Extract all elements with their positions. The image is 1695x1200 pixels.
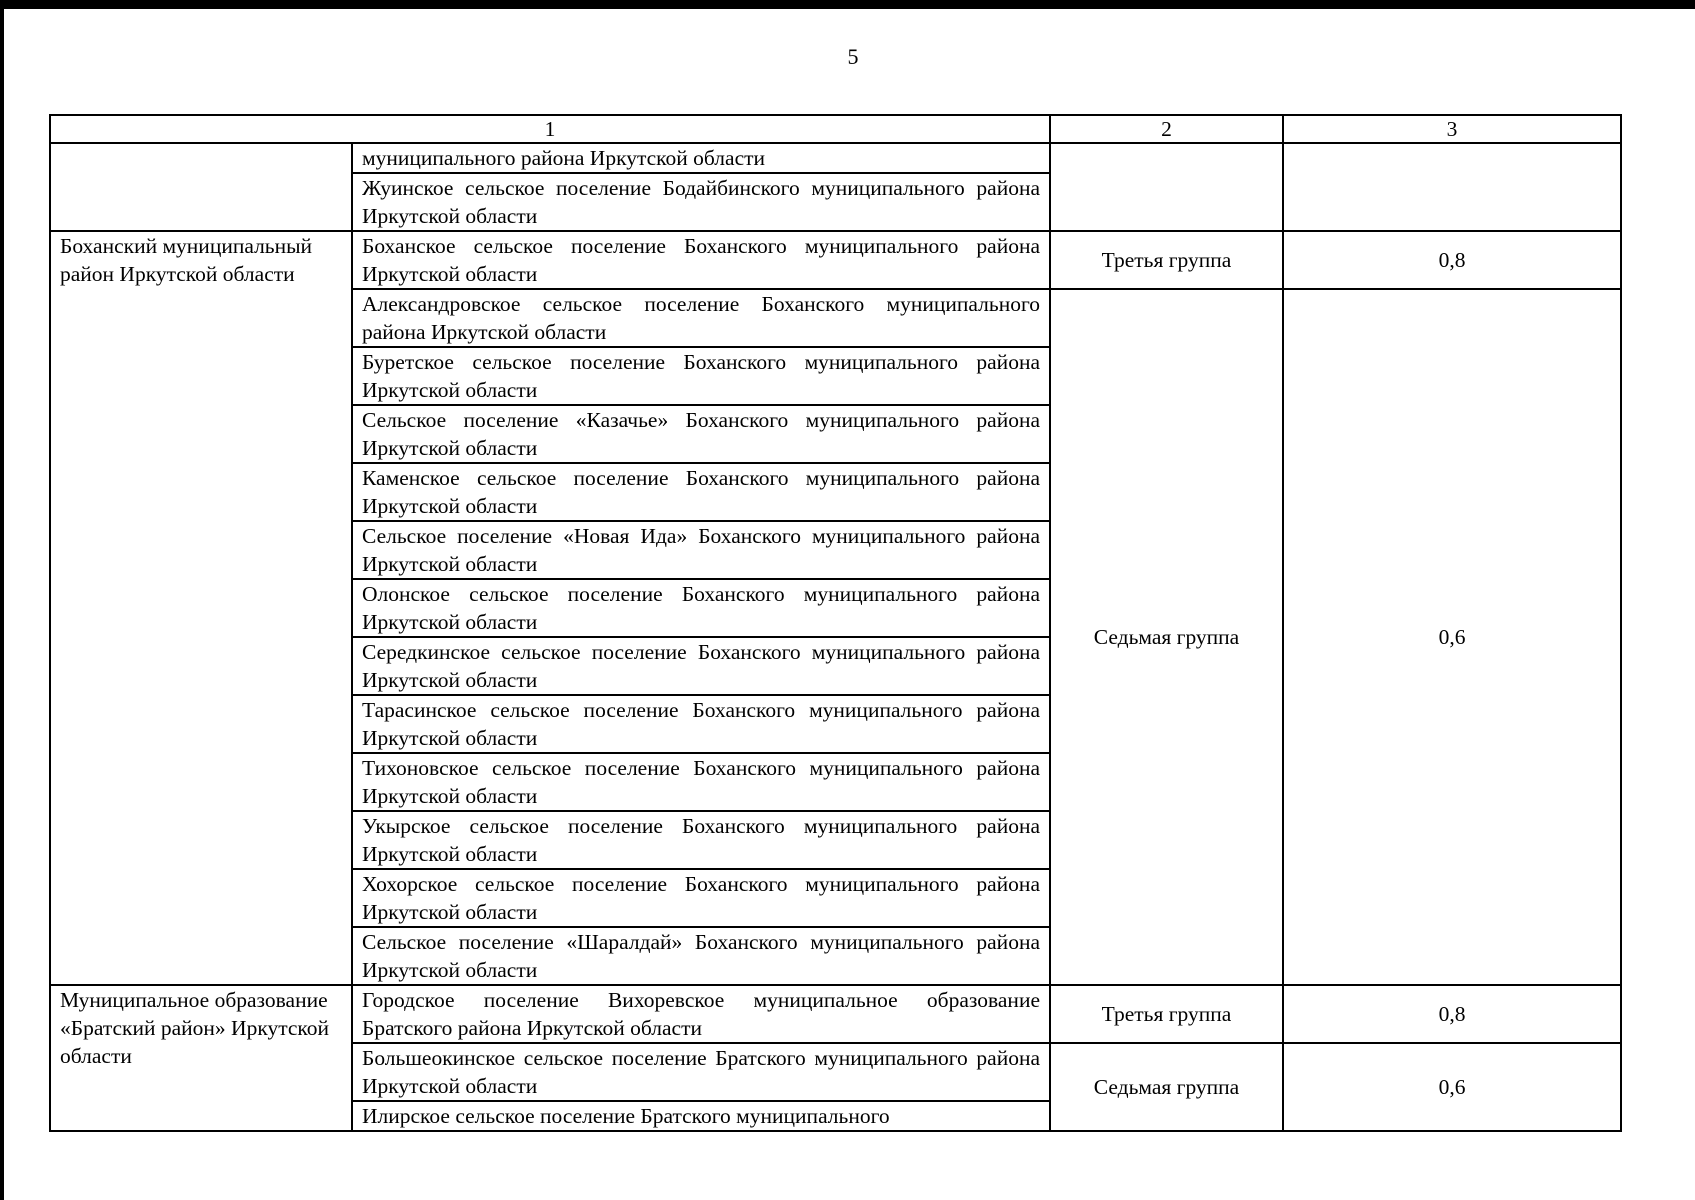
settlement-cell: Середкинское сельское поселение Боханского муниципального района Иркутской области (352, 637, 1050, 695)
settlement-cell: Тарасинское сельское поселение Боханского муниципального района Иркутской области (352, 695, 1050, 753)
district-cell: Муниципальное образование «Братский район» Иркутской области (50, 985, 352, 1131)
group-cell (1050, 143, 1283, 231)
table-row (50, 985, 1621, 1043)
table-header-row (50, 115, 1621, 143)
table-row (50, 231, 1621, 289)
district-cell: Боханский муниципальный район Иркутской области (50, 231, 352, 985)
group-cell: Седьмая группа (1050, 289, 1283, 985)
table-row (50, 143, 1621, 173)
allocation-table (49, 114, 1622, 1132)
settlement-cell: Боханское сельское поселение Боханского муниципального района Иркутской области (352, 231, 1050, 289)
settlement-cell: Сельское поселение «Новая Ида» Боханского муниципального района Иркутской области (352, 521, 1050, 579)
settlement-cell: Укырское сельское поселение Боханского муниципального района Иркутской области (352, 811, 1050, 869)
group-cell: Третья группа (1050, 231, 1283, 289)
settlement-cell: Илирское сельское поселение Братского муниципального (352, 1101, 1050, 1131)
page-number: 5 (847, 44, 859, 69)
group-cell: Седьмая группа (1050, 1043, 1283, 1131)
settlement-cell: Городское поселение Вихоревское муниципальное образование Братского района Иркутской области (352, 985, 1050, 1043)
header-col-2: 2 (1050, 115, 1283, 143)
settlement-cell: Сельское поселение «Казачье» Боханского муниципального района Иркутской области (352, 405, 1050, 463)
coefficient-cell (1283, 143, 1621, 231)
header-col-3: 3 (1283, 115, 1621, 143)
coefficient-cell: 0,6 (1283, 1043, 1621, 1131)
coefficient-cell: 0,8 (1283, 231, 1621, 289)
settlement-cell: Тихоновское сельское поселение Боханского муниципального района Иркутской области (352, 753, 1050, 811)
settlement-cell: Хохорское сельское поселение Боханского муниципального района Иркутской области (352, 869, 1050, 927)
settlement-cell: Буретское сельское поселение Боханского муниципального района Иркутской области (352, 347, 1050, 405)
coefficient-cell: 0,8 (1283, 985, 1621, 1043)
settlement-cell: Жуинское сельское поселение Бодайбинского муниципального района Иркутской области (352, 173, 1050, 231)
settlement-cell: муниципального района Иркутской области (352, 143, 1050, 173)
settlement-cell: Большеокинское сельское поселение Братского муниципального района Иркутской области (352, 1043, 1050, 1101)
group-cell: Третья группа (1050, 985, 1283, 1043)
district-cell (50, 143, 352, 231)
settlement-cell: Каменское сельское поселение Боханского муниципального района Иркутской области (352, 463, 1050, 521)
settlement-cell: Александровское сельское поселение Боханского муниципального района Иркутской области (352, 289, 1050, 347)
table-body (50, 115, 1621, 1131)
settlement-cell: Сельское поселение «Шаралдай» Боханского муниципального района Иркутской области (352, 927, 1050, 985)
coefficient-cell: 0,6 (1283, 289, 1621, 985)
header-col-1: 1 (50, 115, 1050, 143)
settlement-cell: Олонское сельское поселение Боханского муниципального района Иркутской области (352, 579, 1050, 637)
